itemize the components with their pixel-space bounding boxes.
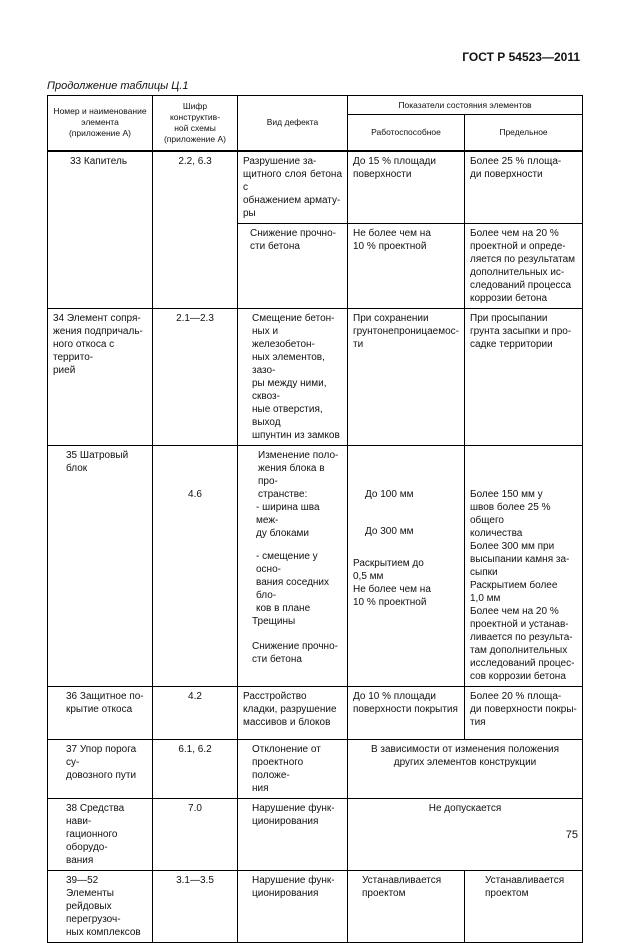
cell-limit: Более 25 % площа- ди поверхности (465, 151, 583, 224)
cell-defect: Снижение прочно- сти бетона (238, 223, 348, 308)
cell-operable: Устанавливается проектом (348, 870, 465, 942)
cell-operable: До 15 % площади поверхности (348, 151, 465, 224)
cell-code: 2.2, 6.3 (153, 151, 238, 309)
defect-shift: - смещение у осно- вания соседних бло- ков в плане (256, 550, 330, 614)
cell-defect: Смещение бетон- ных и железобетон- ных элементов, зазо- ры между ними, сквоз- ные отверстия, выход шпунтин из замков (238, 308, 348, 445)
cell-name: 39—52 Элементы рейдовых перегрузоч- ных комплексов (48, 870, 153, 942)
col-header-operable: Работоспособное (348, 115, 465, 151)
cell-merged-state: Не допускается (348, 798, 583, 870)
cell-limit-group (465, 445, 583, 686)
cell-name: 37 Упор порога су- довозного пути (48, 739, 153, 798)
col-header-name: Номер и наименование элемента (приложение А) (48, 96, 153, 151)
operable-cracks: Раскрытием до 0,5 мм (353, 557, 424, 582)
table-row (48, 308, 583, 445)
cell-code: 3.1—3.5 (153, 870, 238, 942)
table-row (48, 798, 583, 870)
cell-code: 2.1—2.3 (153, 308, 238, 445)
limit-joint: Более 150 мм у швов более 25 % общего количества (470, 488, 551, 539)
operable-strength: Не более чем на 10 % проектной (353, 583, 431, 608)
defect-cracks: Трещины (252, 615, 296, 627)
cell-name: 35 Шатровый блок (48, 445, 153, 686)
cell-name: 38 Средства нави- гационного оборудо- вания (48, 798, 153, 870)
defect-table (47, 95, 583, 943)
cell-limit: Более чем на 20 % проектной и опреде- ляется по результатам дополнительных ис- следований процесса коррозии бетона (465, 223, 583, 308)
limit-cracks: Раскрытием более 1,0 мм (470, 579, 558, 604)
operable-shift: До 300 мм (365, 525, 414, 537)
cell-code: 4.6 (153, 445, 238, 686)
defect-position: Изменение поло- жения блока в про- странстве: (258, 449, 339, 500)
cell-defect: Нарушение функ- ционирования (238, 870, 348, 942)
cell-merged-state: В зависимости от изменения положения других элементов конструкции (348, 739, 583, 798)
cell-operable-group (348, 445, 465, 686)
cell-code: 6.1, 6.2 (153, 739, 238, 798)
table-row (48, 870, 583, 942)
cell-limit: Устанавливается проектом (465, 870, 583, 942)
cell-defect: Нарушение функ- ционирования (238, 798, 348, 870)
cell-code: 7.0 (153, 798, 238, 870)
defect-joint: - ширина шва меж- ду блоками (256, 501, 320, 539)
cell-defect-group (238, 445, 348, 686)
page-number: 75 (565, 829, 578, 841)
defect-strength: Снижение прочно- сти бетона (252, 640, 338, 665)
cell-operable: До 10 % площади поверхности покрытия (348, 686, 465, 739)
table-caption: Продолжение таблицы Ц.1 (47, 80, 189, 92)
cell-limit: Более 20 % площа- ди поверхности покры- тия (465, 686, 583, 739)
col-header-code: Шифр конструктив- ной схемы (приложение А) (153, 96, 238, 151)
table-row (48, 151, 583, 224)
cell-operable: При сохранении грунтонепроницаемос- ти (348, 308, 465, 445)
table-row (48, 445, 583, 686)
operable-joint: До 100 мм (365, 488, 414, 500)
limit-strength: Более чем на 20 % проектной и устанав- ливается по результа- там дополнительных исследований процес- сов коррозии бетона (470, 605, 575, 682)
cell-name: 36 Защитное по- крытие откоса (48, 686, 153, 739)
col-header-limit: Предельное (465, 115, 583, 151)
cell-limit: При просыпании грунта засыпки и про- садке территории (465, 308, 583, 445)
cell-code: 4.2 (153, 686, 238, 739)
document-header: ГОСТ Р 54523—2011 (462, 50, 580, 64)
cell-defect: Расстройство кладки, разрушение массивов и блоков (238, 686, 348, 739)
cell-operable: Не более чем на 10 % проектной (348, 223, 465, 308)
col-header-indicators: Показатели состояния элементов (348, 96, 583, 115)
cell-defect: Отклонение от проектного положе- ния (238, 739, 348, 798)
cell-name: 34 Элемент сопря- жения подпричаль- ного откоса с террито- рией (48, 308, 153, 445)
limit-shift: Более 300 мм при высыпании камня за- сыпки (470, 540, 570, 578)
table-row (48, 739, 583, 798)
cell-defect: Разрушение за- щитного слоя бетона с обнажением армату- ры (238, 151, 348, 224)
col-header-defect: Вид дефекта (238, 96, 348, 151)
cell-name: 33 Капитель (48, 151, 153, 309)
table-row (48, 686, 583, 739)
